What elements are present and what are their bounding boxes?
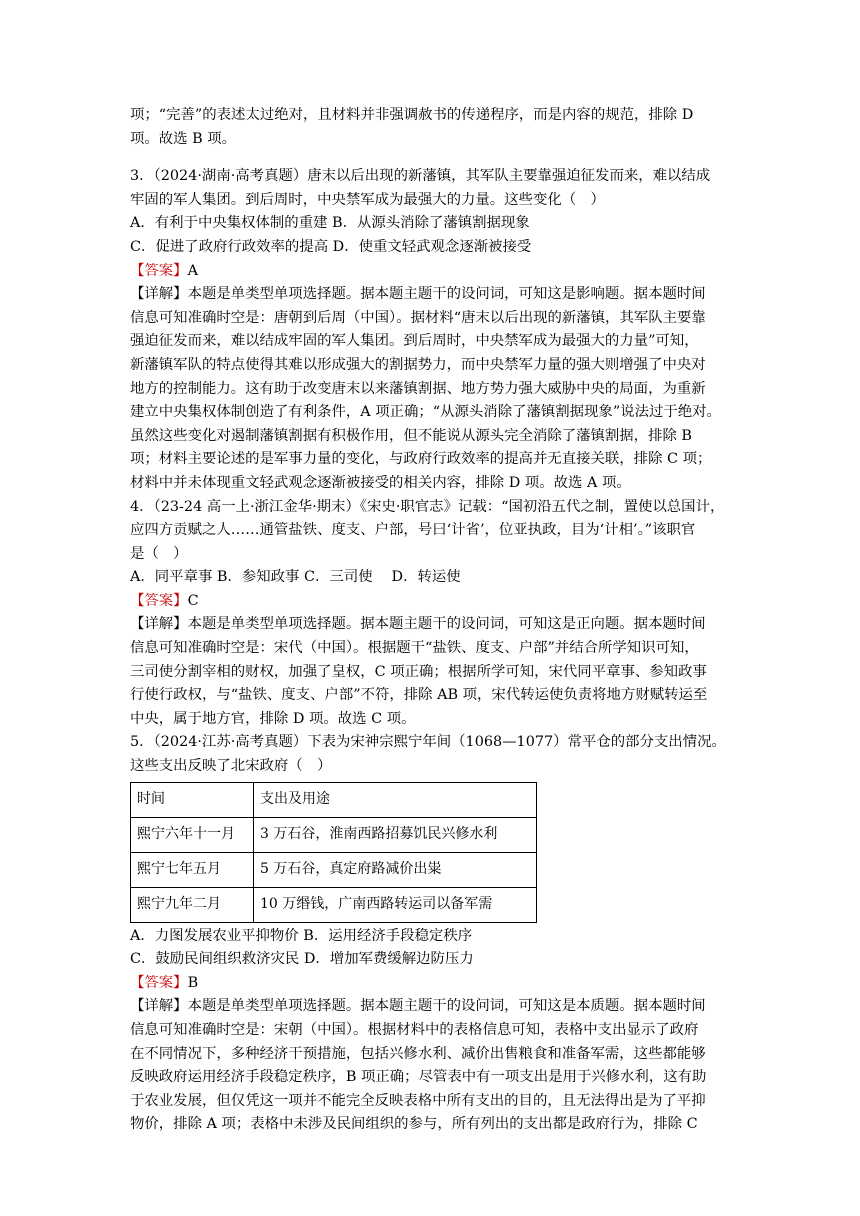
question-stem-line: 5．（2024·江苏·高考真题）下表为宋神宗熙宁年间（1068—1077）常平仓的部分支出情况。 bbox=[130, 734, 726, 751]
question-stem-line: 3．（2024·湖南·高考真题）唐末以后出现的新藩镇，其军队主要靠强迫征发而来，难以结成 bbox=[130, 168, 711, 185]
detail-line: 新藩镇军队的特点使得其难以形成强大的割据势力，而中央禁军力量的强大则增强了中央对 bbox=[130, 356, 706, 373]
detail-line: 强迫征发而来，难以结成牢固的军人集团。到后周时，中央禁军成为最强大的力量”可知， bbox=[130, 333, 699, 350]
question-stem-line: 是（ ） bbox=[130, 545, 188, 562]
text-line: 项。故选 B 项。 bbox=[130, 130, 237, 147]
question-5 bbox=[130, 731, 734, 1137]
question-3 bbox=[130, 165, 734, 495]
table-cell: 3 万石谷，淮南西路招募饥民兴修水利 bbox=[254, 817, 537, 852]
detail-line: 信息可知准确时空是：宋朝（中国）。根据材料中的表格信息可知，表格中支出显示了政府 bbox=[130, 1022, 699, 1038]
expenditure-table bbox=[130, 782, 537, 923]
table-row bbox=[131, 887, 537, 922]
table-cell: 熙宁九年二月 bbox=[131, 887, 254, 922]
detail-line: 在不同情况下，多种经济干预措施，包括兴修水利、减价出售粮食和准备军需，这些都能够 bbox=[130, 1045, 706, 1062]
answer-value: C bbox=[187, 592, 199, 609]
answer-line bbox=[130, 590, 734, 614]
previous-explanation-continuation bbox=[130, 104, 734, 151]
table-header-row bbox=[131, 782, 537, 817]
table-cell: 5 万石谷，真定府路减价出粜 bbox=[254, 852, 537, 887]
table-cell: 熙宁七年五月 bbox=[131, 852, 254, 887]
document-body bbox=[130, 104, 734, 1137]
options-line: A．力图发展农业平抑物价 B．运用经济手段稳定秩序 bbox=[130, 927, 473, 944]
table-header-cell: 支出及用途 bbox=[254, 782, 537, 817]
detail-line: 三司使分割宰相的财权，加强了皇权，C 项正确；根据所学可知，宋代同平章事、参知政事 bbox=[130, 663, 707, 680]
answer-line bbox=[130, 972, 734, 996]
detail-line: 物价，排除 A 项；表格中未涉及民间组织的参与，所有列出的支出都是政府行为，排除 C bbox=[130, 1116, 698, 1133]
question-stem-line: 4．（23-24 高一上·浙江金华·期末）《宋史·职官志》记载：“国初沿五代之制，置使以总国计， bbox=[130, 498, 725, 515]
detail-line: 地方的控制能力。这有助于改变唐末以来藩镇割据、地方势力强大威胁中央的局面，为重新 bbox=[130, 380, 706, 397]
options-line: A．同平章事 B．参知政事 C．三司使 D．转运使 bbox=[130, 569, 461, 586]
question-stem-line: 牢固的军人集团。到后周时，中央禁军成为最强大的力量。这些变化（ ） bbox=[130, 191, 605, 208]
answer-label: 【答案】 bbox=[130, 262, 188, 279]
detail-line: 信息可知准确时空是：宋代（中国）。根据题干“盐铁、度支、户部”并结合所学知识可知， bbox=[130, 640, 699, 657]
table-cell: 熙宁六年十一月 bbox=[131, 817, 254, 852]
answer-value: B bbox=[187, 974, 199, 991]
detail-line: 中央，属于地方官，排除 D 项。故选 C 项。 bbox=[130, 710, 416, 727]
options-line: C．促进了政府行政效率的提高 D．使重文轻武观念逐渐被接受 bbox=[130, 238, 532, 255]
detail-line: 【详解】本题是单类型单项选择题。据本题主题干的设问词，可知这是影响题。据本题时间 bbox=[130, 286, 706, 303]
options-line: A．有利于中央集权体制的重建 B．从源头消除了藩镇割据现象 bbox=[130, 215, 530, 232]
detail-line: 信息可知准确时空是：唐朝到后周（中国）。据材料“唐末以后出现的新藩镇，其军队主要靠 bbox=[130, 309, 706, 326]
detail-line: 【详解】本题是单类型单项选择题。据本题主题干的设问词，可知这是本质题。据本题时间 bbox=[130, 998, 706, 1015]
question-stem-line: 应四方贡赋之人……通管盐铁、度支、户部，号曰‘计省’，位亚执政，目为‘计相’。”该职官 bbox=[130, 522, 696, 539]
detail-line: 建立中央集权体制创造了有利条件，A 项正确；“从源头消除了藩镇割据现象”说法过于绝对。 bbox=[130, 404, 721, 421]
answer-label: 【答案】 bbox=[130, 974, 188, 991]
table-header-cell: 时间 bbox=[131, 782, 254, 817]
detail-line: 项；材料主要论述的是军事力量的变化，与政府行政效率的提高并无直接关联，排除 C 项； bbox=[130, 451, 712, 468]
detail-line: 【详解】本题是单类型单项选择题。据本题主题干的设问词，可知这是正向题。据本题时间 bbox=[130, 616, 706, 633]
detail-line: 材料中并未体现重文轻武观念逐渐被接受的相关内容，排除 D 项。故选 A 项。 bbox=[130, 474, 631, 491]
answer-value: A bbox=[187, 262, 198, 279]
table-cell: 10 万缗钱，广南西路转运司以备军需 bbox=[254, 887, 537, 922]
question-stem-line: 这些支出反映了北宋政府（ ） bbox=[130, 758, 332, 775]
table-row bbox=[131, 852, 537, 887]
detail-line: 反映政府运用经济手段稳定秩序，B 项正确；尽管表中有一项支出是用于兴修水利，这有助 bbox=[130, 1069, 707, 1086]
text-line: 项；“完善”的表述太过绝对，且材料并非强调赦书的传递程序，而是内容的规范，排除 D bbox=[130, 107, 694, 123]
answer-label: 【答案】 bbox=[130, 592, 188, 609]
table-row bbox=[131, 817, 537, 852]
answer-line bbox=[130, 260, 734, 284]
question-4 bbox=[130, 496, 734, 732]
options-line: C．鼓励民间组织救济灾民 D．增加军费缓解边防压力 bbox=[130, 951, 474, 968]
detail-line: 行使行政权，与“盐铁、度支、户部”不符，排除 AB 项，宋代转运使负责将地方财赋转运至 bbox=[130, 687, 708, 704]
detail-line: 于农业发展，但仅凭这一项并不能完全反映表格中所有支出的目的，且无法得出是为了平抑 bbox=[130, 1092, 706, 1109]
detail-line: 虽然这些变化对遏制藩镇割据有积极作用，但不能说从源头完全消除了藩镇割据，排除 B bbox=[130, 427, 692, 444]
